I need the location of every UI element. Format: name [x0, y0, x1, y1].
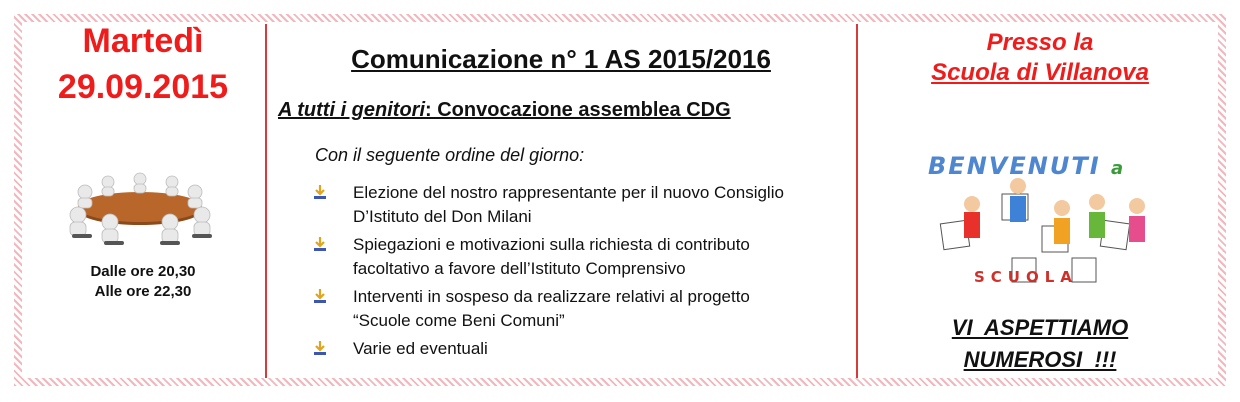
- subtitle-topic: : Convocazione assemblea CDG: [425, 99, 731, 121]
- subtitle-recipients: A tutti i genitori: [278, 99, 426, 121]
- location-line2: Scuola di Villanova: [931, 59, 1149, 86]
- time-end: Alle ore 22,30: [94, 283, 192, 300]
- location-line1: Presso la: [986, 29, 1094, 56]
- agenda-item: [313, 233, 853, 281]
- arrow-icon: [313, 237, 327, 251]
- agenda-item-line1: Spiegazioni e motivazioni sulla richiesta di contributo: [353, 235, 750, 254]
- closing-message: [866, 312, 1214, 376]
- right-divider: [856, 24, 858, 378]
- agenda-item-line1: Interventi in sospeso da realizzare relativi al progetto: [353, 287, 750, 306]
- agenda-intro: Con il seguente ordine del giorno:: [315, 145, 585, 165]
- meeting-table-image: [60, 160, 220, 250]
- arrow-icon: [313, 341, 327, 355]
- logo-word-a: a: [1110, 158, 1126, 179]
- communication-title: Comunicazione n° 1 AS 2015/2016: [351, 44, 771, 74]
- agenda-item: [313, 285, 853, 333]
- subtitle: [278, 99, 731, 122]
- closing-line1: VI ASPETTIAMO: [951, 315, 1129, 340]
- agenda-item: [313, 337, 853, 361]
- left-divider: [265, 24, 267, 378]
- location-heading: [866, 28, 1214, 88]
- agenda-item-line2: facoltativo a favore dell’Istituto Comprensivo: [353, 259, 686, 278]
- agenda-item-line2: “Scuole come Beni Comuni”: [353, 311, 565, 330]
- agenda-list: [313, 181, 853, 365]
- arrow-icon: [313, 289, 327, 303]
- agenda-item: [313, 181, 853, 229]
- agenda-item-line1: Elezione del nostro rappresentante per il nuovo Consiglio: [353, 183, 784, 202]
- welcome-logo: [922, 150, 1168, 294]
- date-value: 29.09.2015: [57, 68, 229, 106]
- time-start: Dalle ore 20,30: [90, 263, 196, 280]
- logo-word-benvenuti: BENVENUTI: [928, 152, 1101, 180]
- agenda-item-line1: Varie ed eventuali: [353, 339, 488, 358]
- left-column: [30, 18, 256, 110]
- logo-word-scuola: SCUOLA: [974, 268, 1078, 286]
- agenda-item-line2: D’Istituto del Don Milani: [353, 207, 532, 226]
- closing-line2: NUMEROSI !!!: [963, 347, 1117, 372]
- arrow-icon: [313, 185, 327, 199]
- communication-title-wrap: [276, 44, 846, 75]
- date-weekday: Martedì: [82, 22, 204, 60]
- meeting-times: [30, 262, 256, 302]
